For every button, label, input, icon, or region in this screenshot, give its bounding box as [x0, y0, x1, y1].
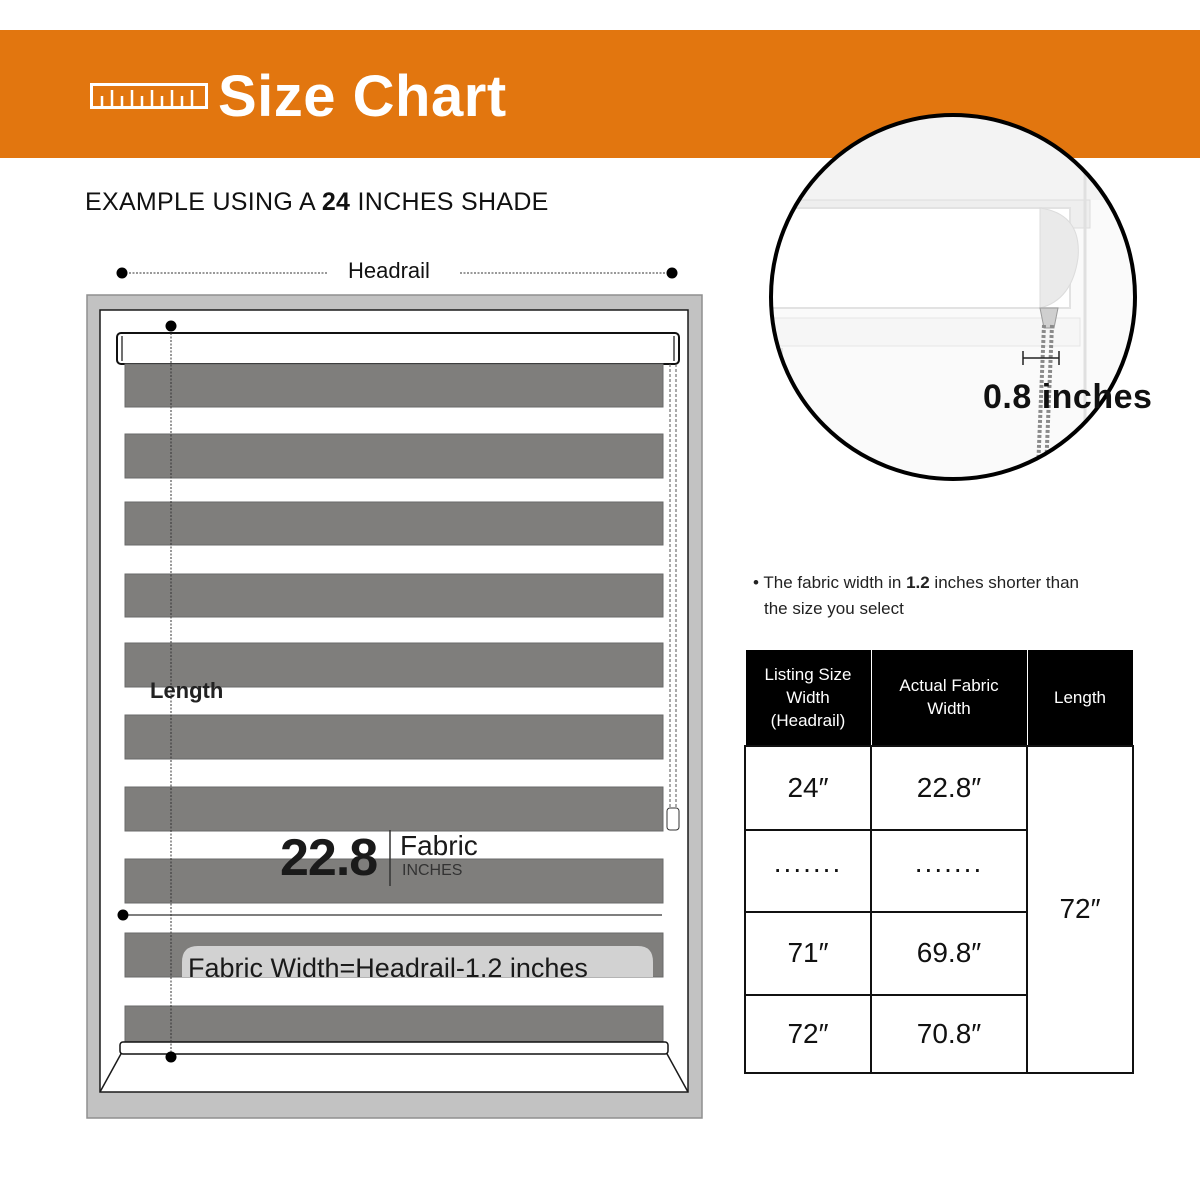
- gap-measurement-label: 0.8 inches: [983, 378, 1153, 416]
- actual-width-cell: 70.8″: [871, 995, 1027, 1073]
- table-header-row: [745, 650, 1133, 746]
- actual-width-cell: 69.8″: [871, 912, 1027, 995]
- header-listing-size: Listing Size Width (Headrail): [745, 650, 871, 746]
- fabric-width-formula: Fabric Width=Headrail-1.2 inches: [188, 953, 588, 983]
- listing-size-cell: .......: [745, 830, 871, 912]
- fabric-label: Fabric: [400, 830, 478, 861]
- note-text-suffix: inches shorter than: [929, 573, 1080, 592]
- listing-size-cell: 72″: [745, 995, 871, 1073]
- page-title: Size Chart: [218, 64, 507, 129]
- listing-size-cell: 24″: [745, 746, 871, 830]
- table-row: [745, 746, 1133, 830]
- header-actual-width: Actual Fabric Width: [871, 650, 1027, 746]
- note-line-1: [753, 570, 1133, 596]
- example-size: 24: [321, 188, 351, 216]
- length-cell: 72″: [1027, 746, 1133, 1073]
- actual-width-cell: .......: [871, 830, 1027, 912]
- fabric-width-value: 22.8: [280, 829, 378, 887]
- fabric-width-note: [753, 570, 1133, 622]
- actual-width-cell: 22.8″: [871, 746, 1027, 830]
- note-value: 1.2: [906, 573, 930, 592]
- example-prefix: EXAMPLE USING A: [85, 188, 322, 216]
- note-line-2: the size you select: [764, 599, 904, 618]
- note-text-prefix: The fabric width in: [763, 573, 907, 592]
- size-table: [744, 649, 1134, 1074]
- headrail-label: Headrail: [348, 258, 430, 283]
- bullet: •: [753, 573, 759, 592]
- listing-size-cell: 71″: [745, 912, 871, 995]
- length-label: Length: [150, 678, 224, 703]
- fabric-unit-label: INCHES: [402, 862, 463, 879]
- header-length: Length: [1027, 650, 1133, 746]
- example-suffix: INCHES SHADE: [350, 188, 549, 216]
